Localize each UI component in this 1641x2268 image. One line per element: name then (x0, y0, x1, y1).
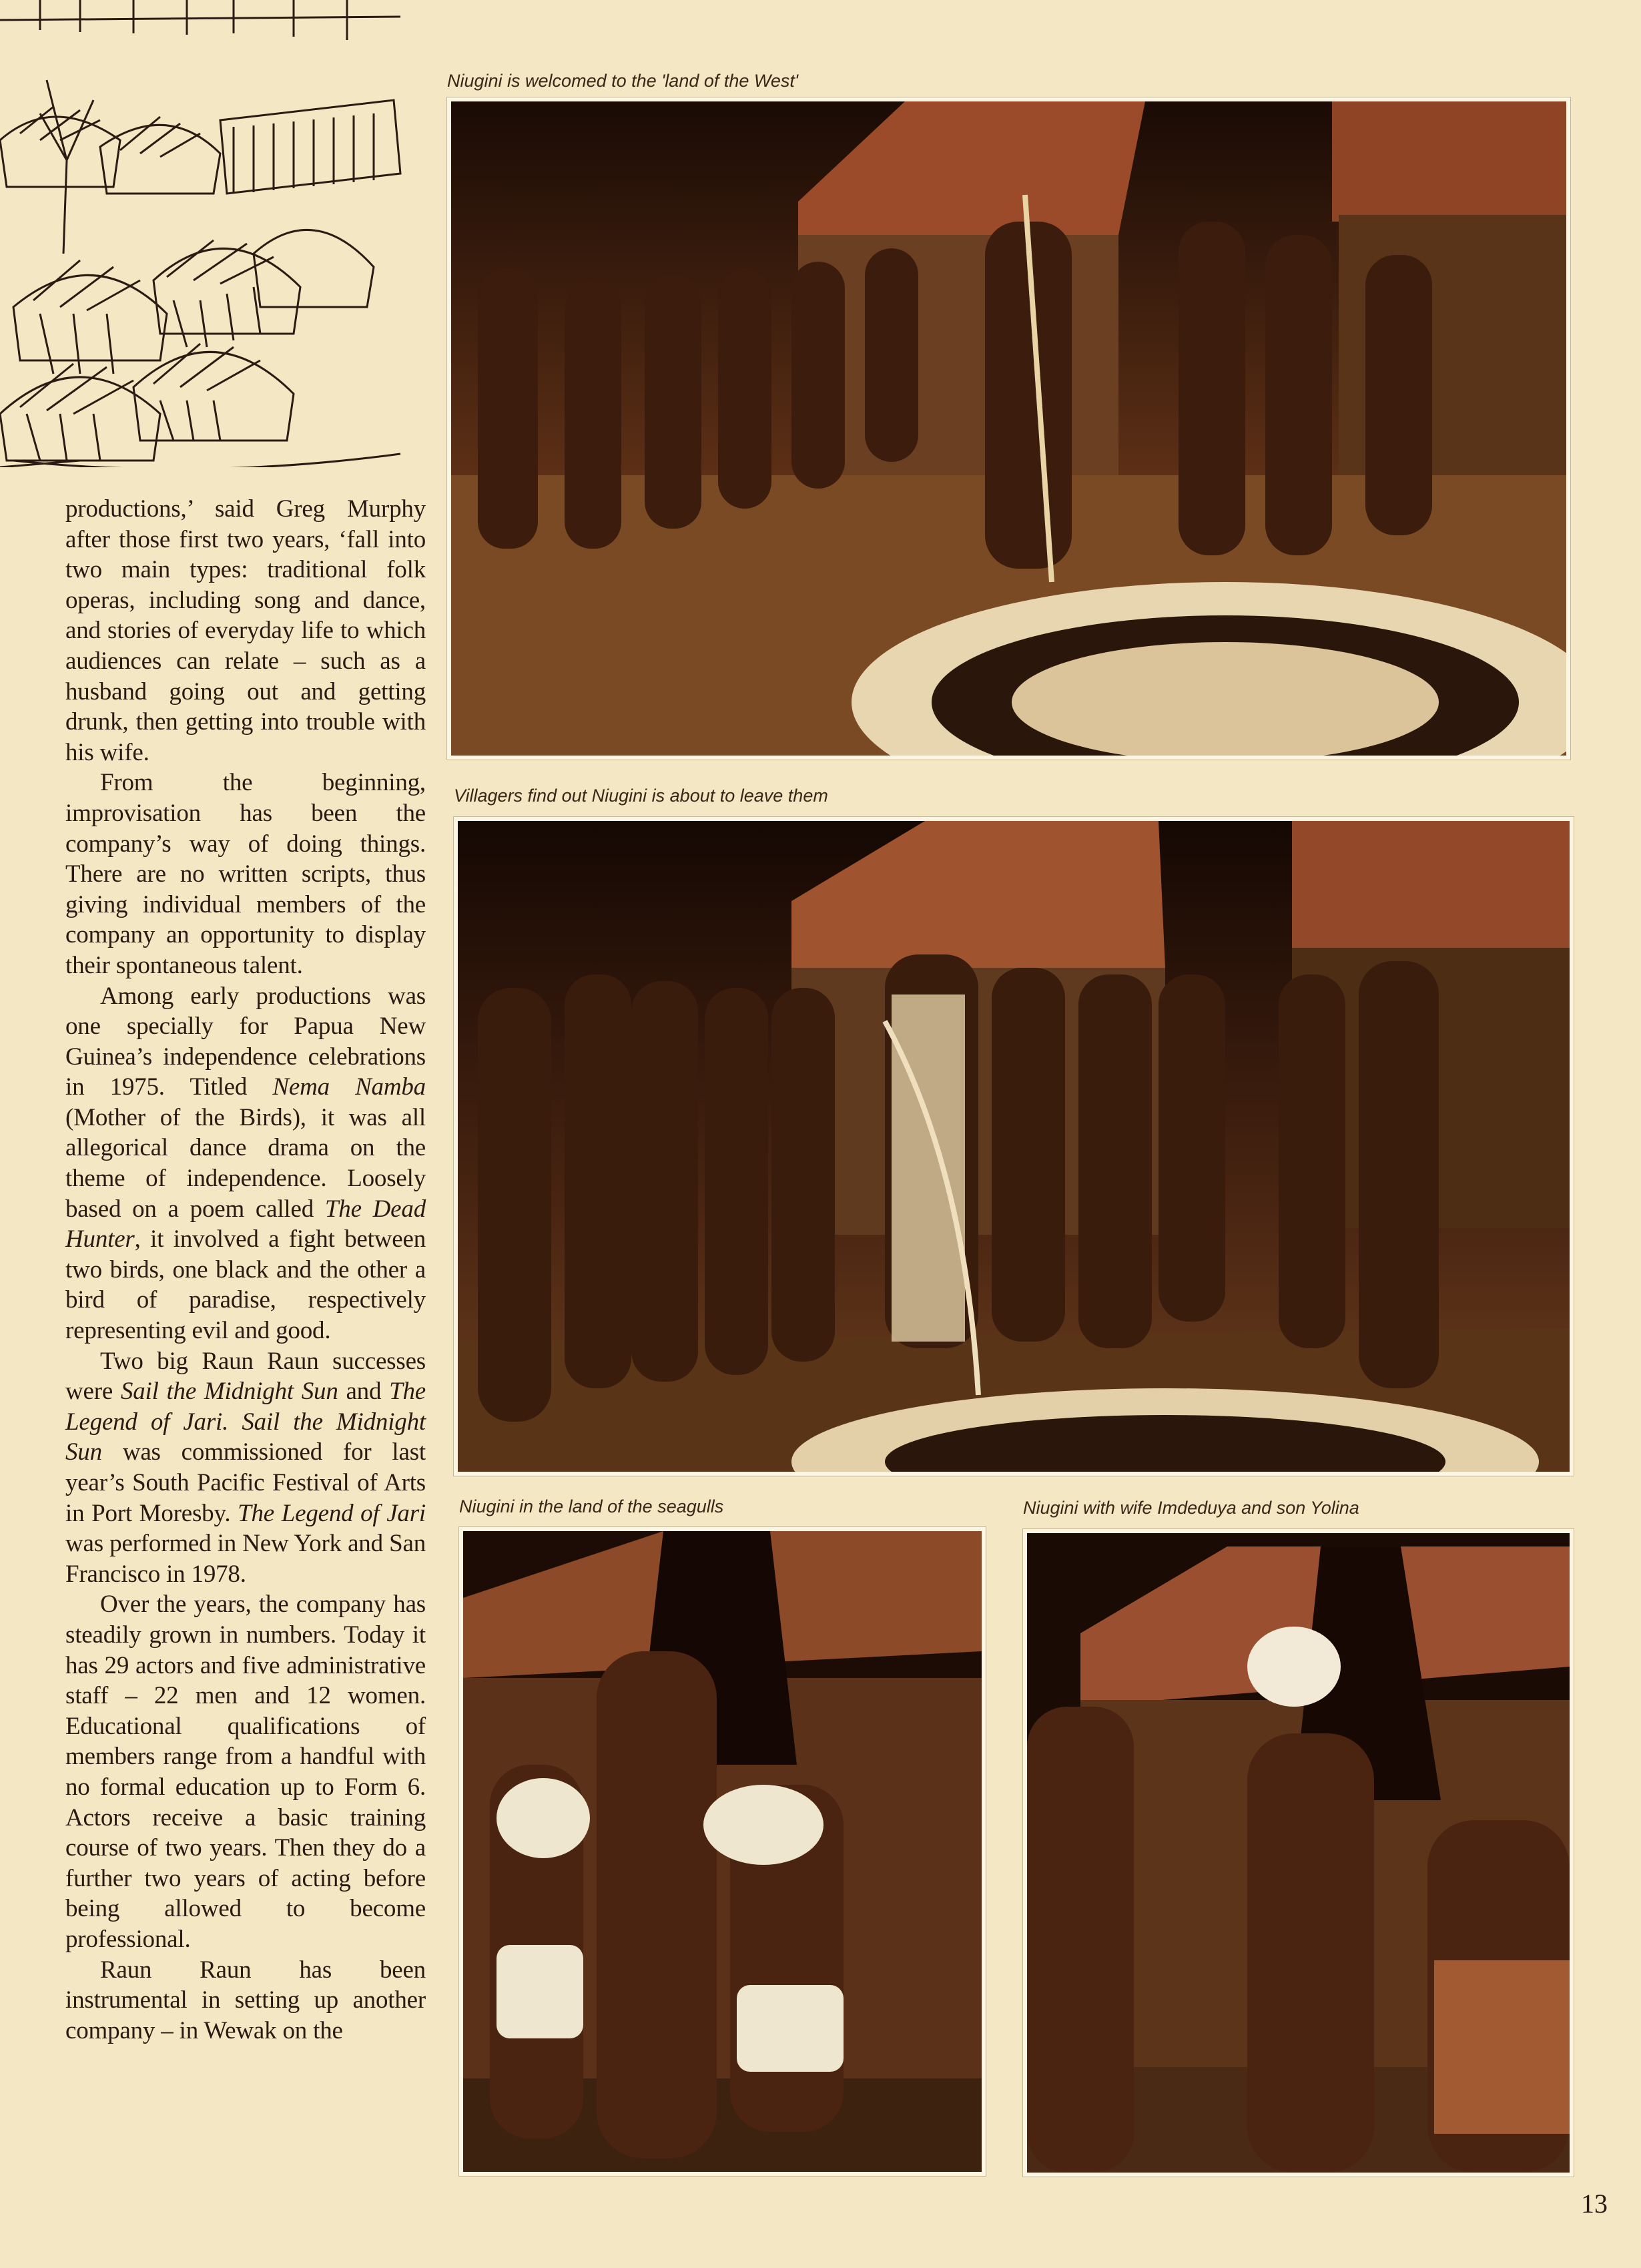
photo-caption-2: Villagers find out Niugini is about to leave them (454, 786, 828, 806)
article-paragraph-5: Over the years, the company has steadily grown in numbers. Today it has 29 actors and five administrative staff – 22 men and 12 women. Educational qualifications of members range from a handful with no formal education up to Form 6. Actors receive a basic training course of two years. Then they do a further two years of acting before being allowed to become professional. (65, 1591, 426, 1953)
production-title: Sail the Midnight Sun (120, 1378, 338, 1406)
village-sketch-illustration (0, 0, 407, 467)
article-paragraph-1: productions,’ said Greg Murphy after those first two years, ‘fall into two main types: traditional folk operas, including song and dance, and stories of everyday life to which audiences can relate – such as a husband going out and getting drunk, then getting into trouble with his wife. (65, 495, 426, 766)
article-paragraph-4: Two big Raun Raun successes were Sail the Midnight Sun and The Legend of Jari. Sail the Midnight Sun was commissioned for last year’s South Pacific Festival of Arts in Port Moresby. The Legend of Jari was performed in New York and San Francisco in 1978. (65, 1347, 426, 1588)
photo-caption-3: Niugini in the land of the seagulls (459, 1496, 724, 1516)
article-text-column (65, 494, 426, 2046)
stage-photo-villagers (454, 817, 1574, 1476)
stage-photo-welcome (447, 97, 1570, 760)
photo-caption-1: Niugini is welcomed to the 'land of the West' (447, 71, 799, 91)
production-title: The Legend of Jari (238, 1499, 426, 1527)
stage-photo-family (1023, 1529, 1574, 2177)
page-number: 13 (1581, 2189, 1608, 2219)
article-paragraph-2: From the beginning, improvisation has been the company’s way of doing things. There are no written scripts, thus giving individual members of the company an opportunity to display their spontaneous talent. (65, 769, 426, 979)
photo-caption-4: Niugini with wife Imdeduya and son Yolina (1023, 1498, 1359, 1518)
production-title: The Legend of Jari. (65, 1378, 426, 1436)
poem-title: The Dead Hunter (65, 1195, 426, 1253)
article-paragraph-6: Raun Raun has been instrumental in setting up another company – in Wewak on the (65, 1956, 426, 2044)
article-paragraph-3: Among early productions was one specially for Papua New Guinea’s independence celebrations in 1975. Titled Nema Namba (Mother of the Birds), it was all allegorical dance drama on the theme of independence. Loosely based on a poem called The Dead Hunter, it involved a fight between two birds, one black and the other a bird of paradise, respectively representing evil and good. (65, 982, 426, 1345)
production-title: Sail the Midnight Sun (65, 1408, 426, 1466)
stage-photo-seagulls (459, 1527, 986, 2176)
production-title: Nema Namba (272, 1073, 426, 1101)
